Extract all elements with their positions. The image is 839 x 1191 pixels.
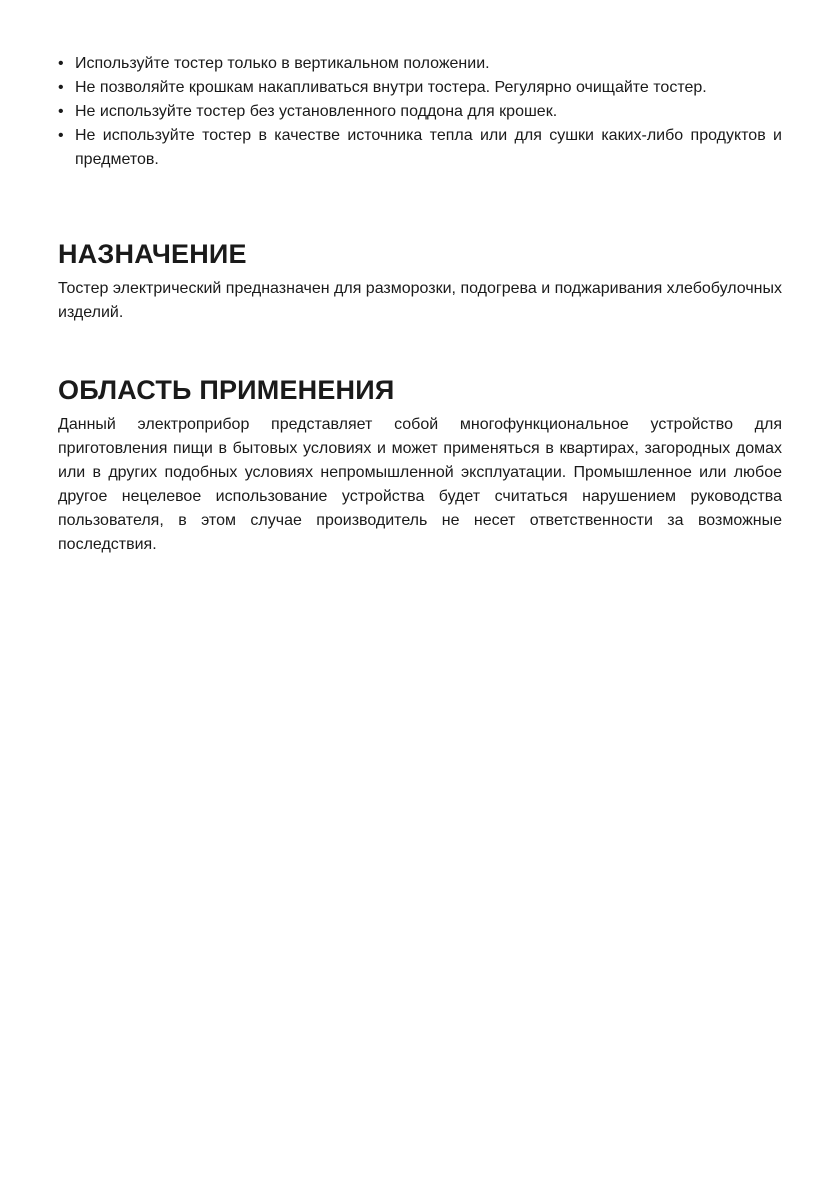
safety-bullet-list xyxy=(58,52,782,172)
bullet-item xyxy=(58,124,782,172)
bullet-text: Не позволяйте крошкам накапливаться внутри тостера. Регулярно очищайте тостер. xyxy=(75,79,707,96)
bullet-text: Не используйте тостер в качестве источника тепла или для сушки каких-либо продуктов и предметов. xyxy=(75,127,782,168)
bullet-text: Не используйте тостер без установленного поддона для крошек. xyxy=(75,103,558,120)
purpose-paragraph: Тостер электрический предназначен для разморозки, подогрева и поджаривания хлебобулочных изделий. xyxy=(58,280,782,321)
scope-paragraph: Данный электроприбор представляет собой многофункциональное устройство для приготовления пищи в бытовых условиях и может применяться в квартирах, загородных домах или в других подобных условиях непромышленной эксплуатации. Промышленное или любое другое нецелевое использование устройства будет считаться нарушением руководства пользователя, в этом случае производитель не несет ответственности за возможные последствия. xyxy=(58,416,782,553)
bullet-dot-icon: • xyxy=(58,55,64,72)
bullet-item xyxy=(58,100,782,124)
bullet-item xyxy=(58,76,782,100)
bullet-item xyxy=(58,52,782,76)
purpose-heading: НАЗНАЧЕНИЕ xyxy=(58,239,247,269)
bullet-dot-icon: • xyxy=(58,103,64,120)
bullet-text: Используйте тостер только в вертикальном положении. xyxy=(75,55,490,72)
scope-heading: ОБЛАСТЬ ПРИМЕНЕНИЯ xyxy=(58,375,395,405)
bullet-dot-icon: • xyxy=(58,127,64,144)
document-page xyxy=(58,52,782,557)
bullet-dot-icon: • xyxy=(58,79,64,96)
